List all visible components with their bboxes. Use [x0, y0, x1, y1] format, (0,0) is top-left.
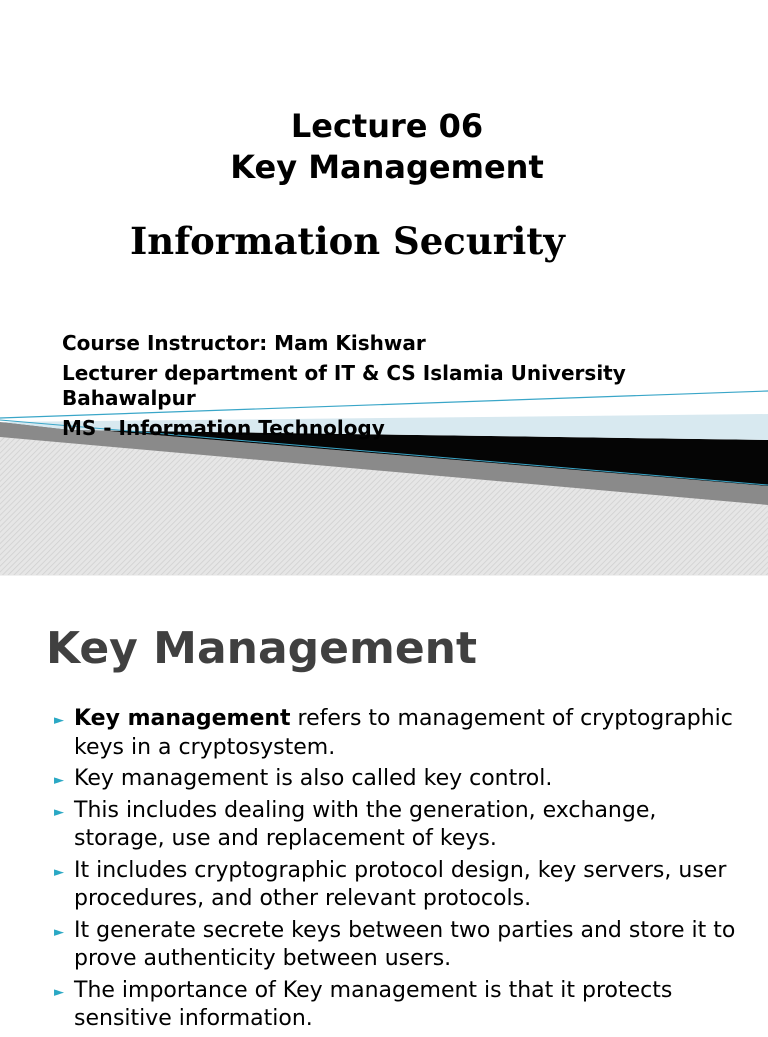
triangle-right-icon: ►: [54, 773, 64, 788]
bullet-text: Key management is also called key control.: [74, 766, 553, 791]
bullet-text: It generate secrete keys between two parties and store it to prove authenticity between users.: [74, 917, 736, 971]
program-name: MS - Information Technology: [62, 416, 385, 440]
bullet-text: refers to management of cryptographic keys in a cryptosystem.: [74, 706, 733, 760]
bullet-item: [50, 977, 750, 1034]
bullet-text: It includes cryptographic protocol design, key servers, user procedures, and other relevant protocols.: [74, 857, 727, 911]
bullet-item: [50, 797, 750, 854]
bullet-item: [50, 857, 750, 914]
bullet-item: [50, 917, 750, 974]
slide-title: [0, 106, 768, 188]
triangle-right-icon: ►: [54, 984, 64, 1000]
course-subtitle: Information Security: [130, 219, 565, 263]
instructor-name: Course Instructor: Mam Kishwar: [62, 331, 426, 355]
instructor-department: Lecturer department of IT & CS Islamia University Bahawalpur: [62, 361, 626, 410]
bullet-text: The importance of Key management is that it protects sensitive information.: [74, 977, 673, 1031]
triangle-right-icon: ►: [54, 924, 64, 940]
bullet-text: This includes dealing with the generation, exchange, storage, use and replacement of keys.: [74, 797, 657, 851]
title-line-2: Key Management: [230, 148, 544, 186]
content-slide-title: Key Management: [46, 623, 478, 674]
bullet-item: [50, 765, 750, 794]
title-line-1: Lecture 06: [290, 107, 484, 145]
triangle-right-icon: ►: [54, 864, 64, 880]
bullet-bold: Key management: [74, 706, 291, 731]
bullet-list: [50, 705, 750, 1037]
instructor-info: [62, 331, 752, 446]
triangle-right-icon: ►: [54, 804, 64, 820]
bullet-item: [50, 705, 750, 762]
triangle-right-icon: ►: [54, 713, 64, 728]
